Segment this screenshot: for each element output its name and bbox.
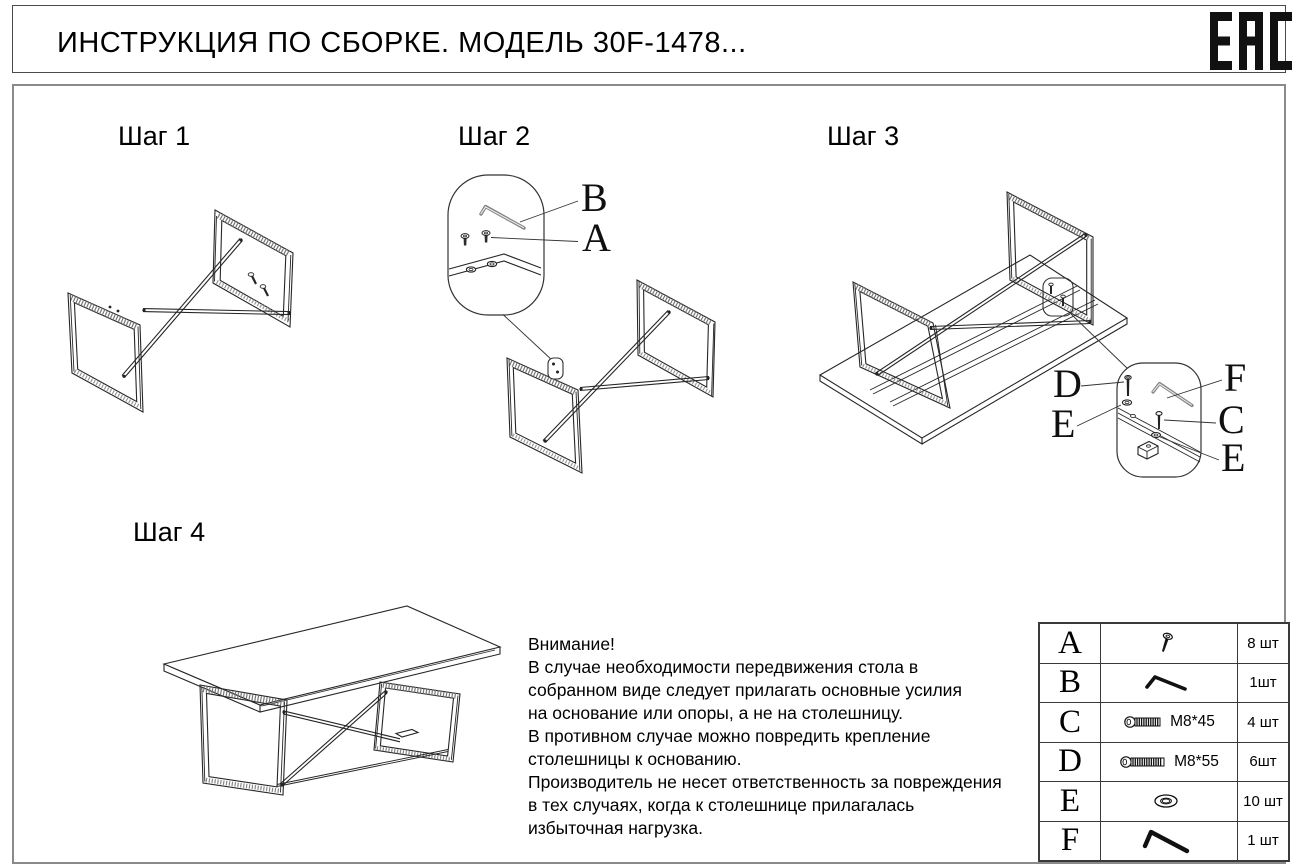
hex-key-small-icon xyxy=(1143,673,1189,693)
callout-letter-d: D xyxy=(1053,361,1082,406)
part-letter: B xyxy=(1058,664,1081,701)
detail-bubble xyxy=(1117,363,1201,477)
page-title: ИНСТРУКЦИЯ ПО СБОРКЕ. МОДЕЛЬ 30F-1478... xyxy=(57,27,747,59)
header xyxy=(12,5,1286,73)
step1-label: Шаг 1 xyxy=(118,121,191,151)
crossbars xyxy=(277,690,448,786)
warning-line: в тех случаях, когда к столешнице прилагалась xyxy=(528,795,915,815)
washer-icon xyxy=(1122,400,1131,405)
eac-logo xyxy=(1210,12,1292,70)
callout-letter-f: F xyxy=(1224,355,1247,400)
callout-letter-e1: E xyxy=(1051,401,1076,446)
leg-frame xyxy=(68,293,143,412)
callout-letter-c: C xyxy=(1218,397,1245,442)
bolt-icon xyxy=(1127,380,1130,397)
warning-title: Внимание! xyxy=(528,634,615,654)
screw-icon xyxy=(1155,629,1177,657)
hex-key-large-icon xyxy=(1139,827,1193,855)
parts-row-c xyxy=(1040,702,1288,742)
parts-table xyxy=(1038,622,1290,862)
part-qty: 4 шт xyxy=(1247,713,1279,731)
loose-screws xyxy=(248,273,268,296)
part-qty: 1 шт xyxy=(1247,832,1279,850)
warning-line: на основание или опоры, а не на столешницу. xyxy=(528,703,903,723)
callout-letter-a: A xyxy=(582,215,611,260)
step2-label: Шаг 2 xyxy=(458,121,531,151)
warning-line: В противном случае можно повредить крепление xyxy=(528,726,931,746)
part-spec: M8*55 xyxy=(1174,752,1219,770)
parts-row-a xyxy=(1040,624,1288,663)
part-qty: 6шт xyxy=(1249,753,1277,771)
washer-icon xyxy=(1151,792,1181,810)
step3-label: Шаг 3 xyxy=(827,121,900,151)
part-qty: 8 шт xyxy=(1247,634,1279,652)
parts-row-b xyxy=(1040,663,1288,703)
step4-label: Шаг 4 xyxy=(133,517,206,547)
warning-line: В случае необходимости передвижения стола в xyxy=(528,657,919,677)
warning-line: избыточная нагрузка. xyxy=(528,818,703,838)
callout-letter-e2: E xyxy=(1221,435,1246,480)
part-qty: 10 шт xyxy=(1243,792,1283,810)
warning-text xyxy=(528,633,1043,840)
warning-line: собранном виде следует прилагать основные усилия xyxy=(528,680,962,700)
leg-frame xyxy=(853,282,950,408)
washer-icon xyxy=(1152,433,1161,438)
part-letter: C xyxy=(1058,703,1081,740)
bolt-icon xyxy=(1158,416,1160,430)
bolt-m8x45-icon xyxy=(1123,714,1163,730)
parts-row-f xyxy=(1040,821,1288,861)
joint-marker xyxy=(1043,278,1073,316)
part-spec: M8*45 xyxy=(1170,713,1215,731)
leg-frame xyxy=(213,210,293,327)
part-letter: F xyxy=(1060,822,1080,859)
step3-drawing xyxy=(815,180,1255,490)
parts-row-e xyxy=(1040,781,1288,821)
part-letter: D xyxy=(1058,743,1082,780)
part-letter: A xyxy=(1058,624,1082,661)
tabletop xyxy=(820,255,1127,444)
eac-letters xyxy=(1210,12,1292,70)
bolt-m8x55-icon xyxy=(1119,754,1167,770)
detail-bubble xyxy=(448,175,544,315)
callout-letter-b: B xyxy=(581,175,608,220)
joint-marker xyxy=(548,358,563,379)
step1-drawing xyxy=(40,180,380,440)
warning-line: столешницы к основанию. xyxy=(528,749,742,769)
warning-line: Производитель не несет ответственность за повреждения xyxy=(528,772,1002,792)
crossbars xyxy=(543,310,710,442)
part-letter: E xyxy=(1059,782,1081,819)
step4-drawing xyxy=(150,590,530,840)
part-qty: 1шт xyxy=(1249,674,1277,692)
parts-row-d xyxy=(1040,742,1288,782)
